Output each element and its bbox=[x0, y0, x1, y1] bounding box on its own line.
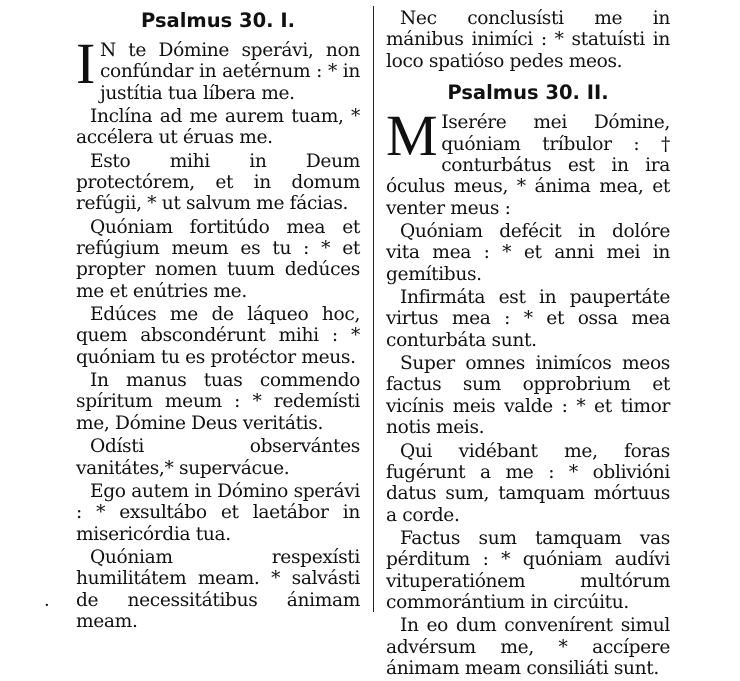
verse-3: Esto mihi in Deum protectórem, et in domum refúgii, * ut salvum me fácias. bbox=[76, 150, 360, 215]
right-column bbox=[386, 8, 670, 681]
psalm-30-1-title: Psalmus 30. I. bbox=[141, 9, 295, 32]
verse-7: Odísti observántes vanitátes,* supervácue. bbox=[76, 436, 360, 479]
verse-9: Quóniam respexísti humilitátem meam. * salvásti de necessitátibus ánimam meam. bbox=[76, 546, 360, 632]
drop-cap-i: I bbox=[76, 31, 95, 96]
verse-11 bbox=[386, 103, 670, 219]
verse-13: Infirmáta est in paupertáte virtus mea : * et ossa mea conturbáta sunt. bbox=[386, 287, 670, 351]
verse-5: Edúces me de láqueo hoc, quem abscondérunt mihi : * quóniam tu es protéctor meus. bbox=[76, 304, 360, 368]
verse-15: Qui vidébant me, foras fugérunt a me : * oblivióni datus sum, tamquam mórtuus a corde. bbox=[386, 440, 670, 526]
verse-2: Inclína ad me aurem tuam, * accélera ut éruas me. bbox=[76, 106, 360, 149]
verse-8: Ego autem in Dómino sperávi : * exsultábo et laetábor in misericórdia tua. bbox=[76, 480, 360, 545]
verse-6: In manus tuas commendo spíritum meum : * redemísti me, Dómine Deus veritátis. bbox=[76, 370, 360, 434]
verse-11-text: Iserére mei Dómine, quóniam tríbulor : † conturbátus est in ira óculus meus, * ánima mea, et venter meus : bbox=[386, 112, 670, 219]
verse-12: Quóniam defécit in dolóre vita mea : * et anni mei in gemítibus. bbox=[386, 221, 670, 285]
margin-mark: · bbox=[44, 595, 50, 616]
psalm-30-2-title: Psalmus 30. II. bbox=[447, 81, 609, 105]
verse-1-text: N te Dómine sperávi, non confúndar in aetérnum : * in justítia tua líbera me. bbox=[99, 40, 360, 104]
left-column bbox=[76, 8, 360, 634]
verse-10: Nec conclusísti me in mánibus inimíci : * statuísti in loco spatióso pedes meos. bbox=[386, 8, 670, 72]
column-divider bbox=[373, 6, 374, 612]
verse-17: In eo dum convenírent simul advérsum me, * accípere ánimam meam consiliáti sunt. bbox=[386, 615, 670, 680]
verse-4: Quóniam fortitúdo mea et refúgium meum es tu : * et propter nomen tuum dedúces me et enútries me. bbox=[76, 216, 360, 302]
verse-14: Super omnes inimícos meos factus sum opprobrium et vicínis meis valde : * et timor notis meis. bbox=[386, 353, 670, 439]
verse-1 bbox=[76, 31, 360, 104]
verse-16: Factus sum tamquam vas pérditum : * quóniam audívi vituperatiónem multórum commorántium in circúitu. bbox=[386, 527, 670, 614]
drop-cap-m: M bbox=[386, 103, 438, 169]
